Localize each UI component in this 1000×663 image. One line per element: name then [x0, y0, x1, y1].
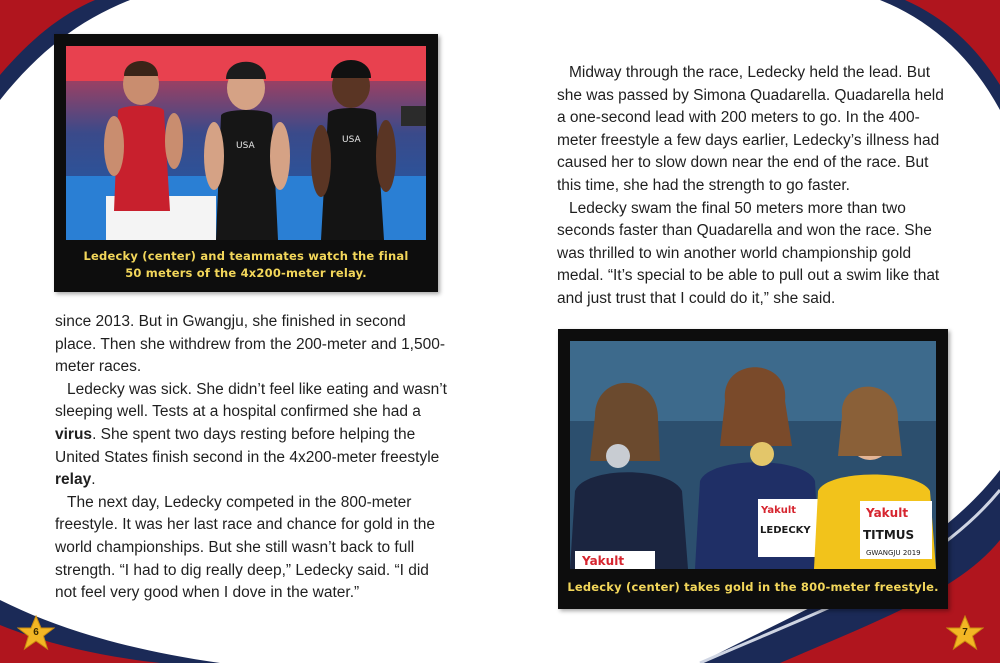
- relay-teammates-photo: [66, 46, 426, 240]
- sponsor-text-left: Yakult: [582, 554, 625, 568]
- page-number-star-left: [17, 615, 55, 651]
- left-paragraph-2-part-a: Ledecky was sick. She didn’t feel like eating and wasn’t sleeping well. Tests at a hospital confirmed she had a: [55, 380, 447, 421]
- medal-podium-photo: [570, 341, 936, 569]
- event-text: GWANGJU 2019: [866, 549, 921, 557]
- suit-text-right: USA: [342, 135, 361, 145]
- right-paragraph-2: Ledecky swam the final 50 meters more than two seconds faster than Quadarella and won the race. She was thrilled to win another world championship gold medal. “It’s special to be able to pull out a swim like that and just trust that I could do it,” she said.: [557, 199, 940, 307]
- left-paragraph-2-part-b: . She spent two days resting before helping the United States finish second in the 4x200-meter freestyle: [55, 425, 440, 466]
- left-paragraph-1: since 2013. But in Gwangju, she finished in second place. Then she withdrew from the 200-meter and 1,500-meter races.: [55, 313, 446, 376]
- page-number-star-right: [946, 615, 984, 651]
- left-page-text: [55, 311, 447, 605]
- left-paragraph-2: [55, 379, 447, 492]
- bib-text-right: TITMUS: [863, 528, 915, 542]
- left-caption-line1: Ledecky (center) and teammates watch the final: [83, 249, 409, 263]
- left-caption-line2: 50 meters of the 4x200-meter relay.: [125, 266, 367, 280]
- right-photo-frame: [558, 329, 948, 609]
- suit-text-left: USA: [236, 141, 255, 151]
- left-paragraph-2-part-c: .: [91, 471, 96, 489]
- left-paragraph-3: The next day, Ledecky competed in the 800-meter freestyle. It was her last race and chance for gold in the world championships. But she still wasn’t back to full strength. “I had to dig really deep,” Ledecky said. “I did not feel very good when I dove in the water.”: [55, 493, 435, 602]
- right-photo-caption: Ledecky (center) takes gold in the 800-meter freestyle.: [567, 580, 939, 594]
- glossary-term-virus[interactable]: virus: [55, 425, 93, 443]
- bib-text-center: LEDECKY: [760, 525, 811, 536]
- sponsor-text-right: Yakult: [866, 506, 909, 520]
- page-number-left: 6: [33, 627, 39, 638]
- left-photo-frame: [54, 34, 438, 292]
- sponsor-text-center: Yakult: [761, 505, 797, 516]
- left-photo-caption: [54, 248, 438, 282]
- page-number-right: 7: [962, 627, 968, 638]
- right-page-text: [557, 62, 949, 311]
- right-paragraph-1: Midway through the race, Ledecky held the lead. But she was passed by Simona Quadarella. Quadarella held a one-second lead with 200 meters to go. In the 400-meter freestyle a few days earlier, Ledecky’s illness had caused her to slow down near the end of the race. But this time, she had the strength to go faster.: [557, 64, 944, 194]
- glossary-term-relay[interactable]: relay: [55, 471, 92, 489]
